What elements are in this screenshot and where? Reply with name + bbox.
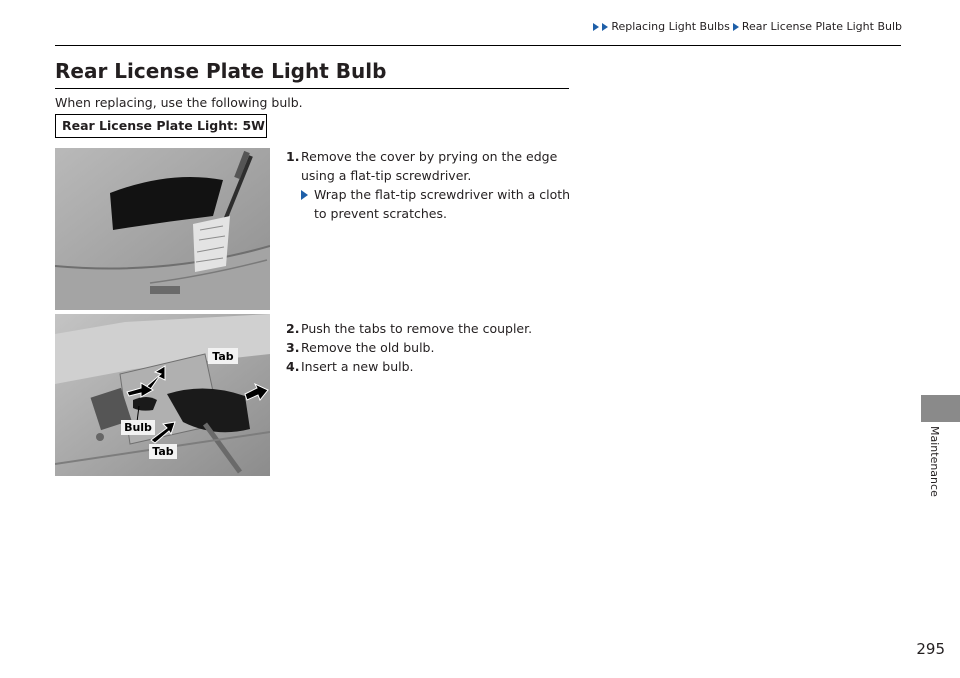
breadcrumb-arrow-icon — [593, 23, 599, 31]
section-tab-label: Maintenance — [928, 426, 941, 497]
step-number: 1. — [286, 149, 300, 164]
step-text: Insert a new bulb. — [301, 359, 414, 374]
step-text: Remove the old bulb. — [301, 340, 435, 355]
page-title: Rear License Plate Light Bulb — [55, 59, 387, 83]
step-1 — [286, 147, 576, 185]
tab-label-bottom: Tab — [152, 445, 174, 458]
cover-removal-photo — [55, 148, 270, 310]
breadcrumb-arrow-icon — [602, 23, 608, 31]
step-1-note — [286, 185, 576, 223]
page-number: 295 — [916, 640, 945, 658]
breadcrumb-item-replacing-light-bulbs[interactable]: Replacing Light Bulbs — [611, 20, 730, 33]
step-text: Push the tabs to remove the coupler. — [301, 321, 533, 336]
intro-text: When replacing, use the following bulb. — [55, 95, 303, 110]
step-2 — [286, 319, 576, 338]
step-number: 2. — [286, 321, 300, 336]
section-tab-marker[interactable] — [921, 395, 960, 422]
step-4 — [286, 357, 576, 376]
breadcrumb — [593, 20, 902, 33]
note-text: Wrap the flat-tip screwdriver with a cloth to prevent scratches. — [314, 187, 571, 221]
bulb-label: Bulb — [124, 421, 152, 434]
coupler-bulb-photo — [55, 314, 270, 476]
breadcrumb-arrow-icon — [733, 23, 739, 31]
tab-label-top: Tab — [212, 350, 234, 363]
header-rule — [55, 45, 901, 46]
steps-list — [286, 147, 576, 376]
note-arrow-icon — [301, 190, 308, 200]
step-number: 4. — [286, 359, 300, 374]
step-3 — [286, 338, 576, 357]
title-rule — [55, 88, 569, 89]
bulb-spec-box: Rear License Plate Light: 5W — [55, 114, 267, 138]
breadcrumb-item-rear-license-plate[interactable]: Rear License Plate Light Bulb — [741, 20, 902, 33]
step-number: 3. — [286, 340, 300, 355]
step-text: Remove the cover by prying on the edge using a flat-tip screwdriver. — [301, 149, 558, 183]
